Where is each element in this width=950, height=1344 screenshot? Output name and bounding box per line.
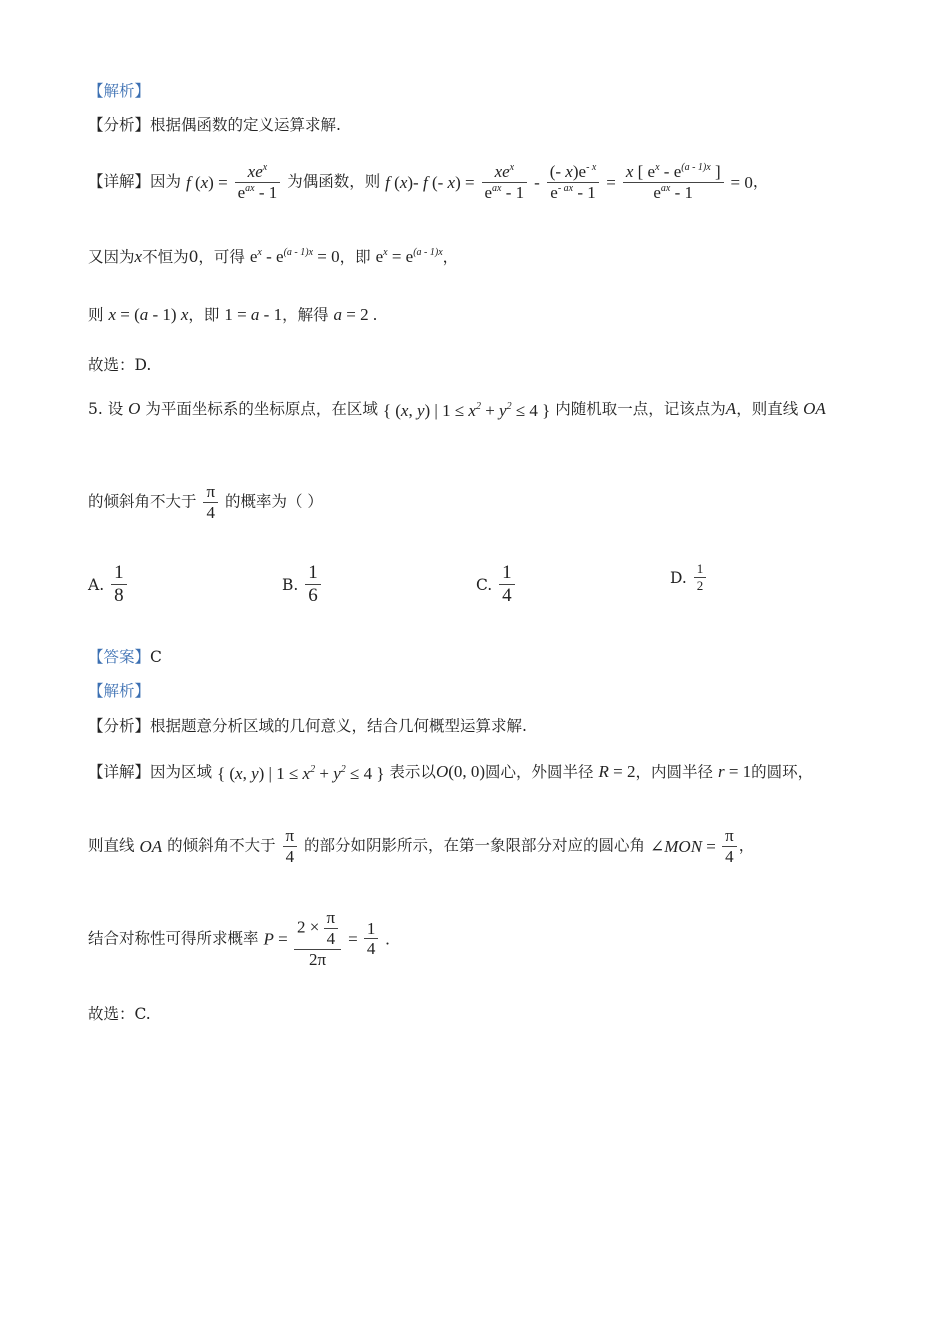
question-5-line-2: 的倾斜角不大于 $\frac{\pi}{4}$ 的概率为（ ） xyxy=(88,482,323,522)
probability-fraction: 2 × $\frac{\pi}{4}$ 2π xyxy=(294,908,341,970)
detail-line-b2: 则直线 OA 的倾斜角不大于 $\frac{\pi}{4}$ 的部分如阴影所示，在第一象限部分对应的圆心角 ∠MON = $\frac{\pi}{4}$ ， xyxy=(88,826,755,866)
detail-line-b1: 【详解】因为区域 { (x, y) | $1 \le x^2 + y^2 \le 4$ } 表示以O(0, 0)圆心，外圆半径 R = 2，内圆半径 r = 1的圆环， xyxy=(88,762,814,783)
detail-line-2: 又因为x不恒为0，可得 $e^x - e^{(a - 1)x} = 0$，即 $e^x = e^{(a - 1)x}$， xyxy=(88,247,459,266)
option-a[interactable]: A. $\frac{1}{8}$ xyxy=(88,562,129,608)
detail-line-1: 【详解】因为 f (x) = $\frac{xe^x}{e^{ax} - 1}$ 为偶函数，则 f (x)- f (- x) = $\frac{xe^x}{e^{ax} - 1}$ - $\frac{(- x)e^{- x}}{e^{- ax} - 1}$ = $\frac{x [ e^x - e^{(a - 1)x} ]}{e^{ax} - 1}$ = 0， xyxy=(88,162,769,202)
analysis-text: 根据偶函数的定义运算求解. xyxy=(150,116,341,134)
formula-fraction-3: $\frac{(- x)e^{- x}}{e^{- ax} - 1}$ xyxy=(547,162,600,203)
jiexi-tag-2: 【解析】 xyxy=(88,682,151,700)
formula-fraction-2: $\frac{xe^x}{e^{ax} - 1}$ xyxy=(482,162,528,203)
detail-line-b3: 结合对称性可得所求概率 P = 2 × $\frac{\pi}{4}$ 2π = $\frac{1}{4}$ . xyxy=(88,908,390,969)
conclusion-1: 故选：D. xyxy=(88,356,152,374)
analysis-line-2: 【分析】根据题意分析区域的几何意义，结合几何概型运算求解. xyxy=(88,717,527,735)
option-b[interactable]: B. $\frac{1}{6}$ xyxy=(282,562,323,608)
answer-line: 【答案】C xyxy=(88,648,162,666)
option-d[interactable]: D. $\frac{1}{2}$ xyxy=(670,562,708,594)
option-c[interactable]: C. $\frac{1}{4}$ xyxy=(476,562,517,608)
question-5-line-1: 5. 设 O 为平面坐标系的坐标原点，在区域 { (x, y) | $1 \le x^2 + y^2 \le 4$ } 内随机取一点，记该点为A，则直线 OA xyxy=(88,399,826,420)
analysis-tag: 【分析】 xyxy=(88,116,151,134)
conclusion-2: 故选：C. xyxy=(88,1005,151,1023)
detail-line-3: 则 x = (a - 1) x，即 1 = a - 1，解得 a = 2 . xyxy=(88,305,378,324)
formula-fraction-1: $\frac{xe^x}{e^{ax} - 1}$ xyxy=(235,162,281,203)
formula-fraction-4: $\frac{x [ e^x - e^{(a - 1)x} ]}{e^{ax} - 1}$ xyxy=(623,162,724,203)
answer-value: C xyxy=(150,648,162,666)
analysis-line-1 xyxy=(88,118,341,134)
jiexi-tag-1: 【解析】 xyxy=(88,82,151,100)
